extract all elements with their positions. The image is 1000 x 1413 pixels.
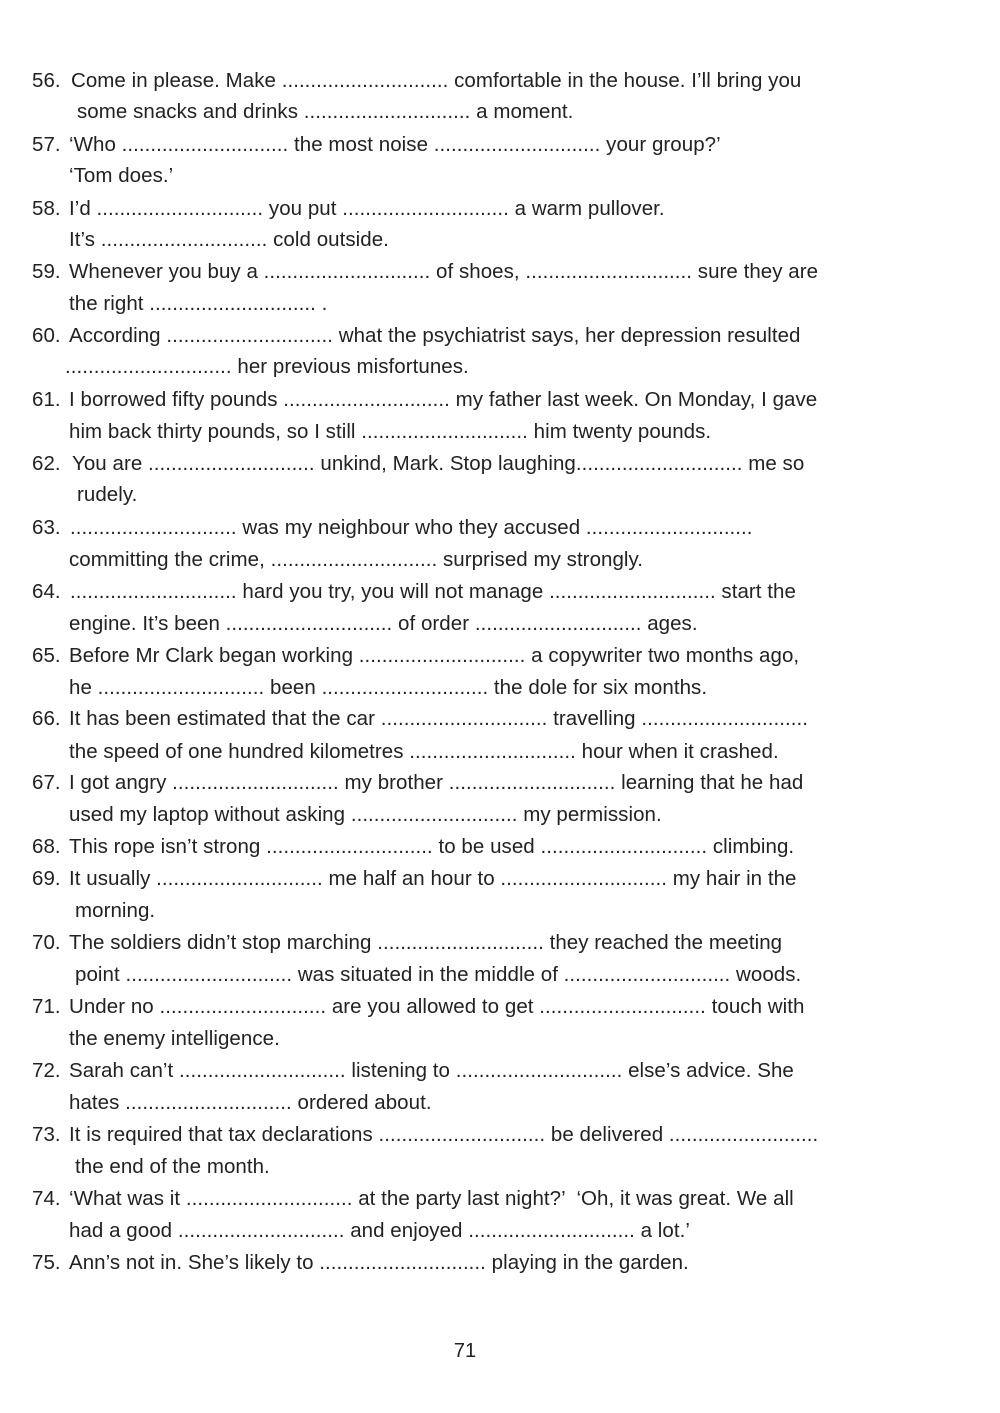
item-75-number: 75. xyxy=(32,1251,61,1274)
item-59-line-1: Whenever you buy a ............................. of shoes, ............................. sure they are xyxy=(69,260,819,283)
item-66-line-2: the speed of one hundred kilometres ............................. hour when it crashed. xyxy=(69,740,779,763)
item-68-line-1: This rope isn’t strong ............................. to be used ............................. climbing. xyxy=(69,835,795,858)
item-60-number: 60. xyxy=(32,324,61,347)
item-57-line-2: ‘Tom does.’ xyxy=(69,164,174,187)
item-63-line-1: ............................. was my neighbour who they accused ............................. xyxy=(70,516,753,539)
item-70-line-1: The soldiers didn’t stop marching ............................. they reached the meeting xyxy=(69,931,783,954)
item-57-line-1: ‘Who ............................. the most noise ............................. your group?’ xyxy=(69,133,721,156)
item-74-line-2: had a good ............................. and enjoyed ............................. a lot.’ xyxy=(69,1219,690,1242)
item-58-line-1: I’d ............................. you put ............................. a warm pullover. xyxy=(69,197,665,220)
page-number: 71 xyxy=(453,1340,477,1362)
item-67-line-1: I got angry ............................. my brother ............................. learning that he had xyxy=(69,771,804,794)
item-65-line-1: Before Mr Clark began working ............................. a copywriter two months ago, xyxy=(69,644,800,667)
item-57-number: 57. xyxy=(32,133,61,156)
item-67-number: 67. xyxy=(32,771,61,794)
item-58-number: 58. xyxy=(32,197,61,220)
item-73-line-1: It is required that tax declarations ............................. be delivered .......................... xyxy=(69,1123,819,1146)
item-61-line-2: him back thirty pounds, so I still ............................. him twenty pounds. xyxy=(69,420,712,443)
item-63-line-2: committing the crime, ............................. surprised my strongly. xyxy=(69,548,644,571)
item-56-number: 56. xyxy=(32,69,61,92)
item-66-line-1: It has been estimated that the car ............................. travelling ............................. xyxy=(69,707,808,730)
item-74-line-1: ‘What was it ............................. at the party last night?’ ‘Oh, it was great. We all xyxy=(69,1187,794,1210)
item-71-number: 71. xyxy=(32,995,61,1018)
item-74-number: 74. xyxy=(32,1187,61,1210)
item-62-number: 62. xyxy=(32,452,61,475)
item-64-number: 64. xyxy=(32,580,61,603)
item-58-line-2: It’s ............................. cold outside. xyxy=(69,228,389,251)
item-69-number: 69. xyxy=(32,867,61,890)
item-65-line-2: he ............................. been ............................. the dole for six months. xyxy=(69,676,708,699)
item-73-line-2: the end of the month. xyxy=(75,1155,270,1178)
item-70-number: 70. xyxy=(32,931,61,954)
item-69-line-2: morning. xyxy=(75,899,156,922)
item-61-line-1: I borrowed fifty pounds ............................. my father last week. On Monday, I gave xyxy=(69,388,818,411)
item-72-number: 72. xyxy=(32,1059,61,1082)
item-62-line-2: rudely. xyxy=(77,483,138,506)
item-72-line-1: Sarah can’t ............................. listening to ............................. else’s advice. She xyxy=(69,1059,794,1082)
item-71-line-2: the enemy intelligence. xyxy=(69,1027,280,1050)
item-59-number: 59. xyxy=(32,260,61,283)
item-64-line-1: ............................. hard you try, you will not manage ............................. start the xyxy=(70,580,796,603)
item-71-line-1: Under no ............................. are you allowed to get ............................. touch with xyxy=(69,995,805,1018)
item-56-line-2: some snacks and drinks ............................. a moment. xyxy=(77,100,574,123)
item-66-number: 66. xyxy=(32,707,61,730)
item-68-number: 68. xyxy=(32,835,61,858)
item-75-line-1: Ann’s not in. She’s likely to ............................. playing in the garden. xyxy=(69,1251,689,1274)
item-69-line-1: It usually ............................. me half an hour to ............................. my hair in the xyxy=(69,867,797,890)
item-56-line-1: Come in please. Make ............................. comfortable in the house. I’ll bring you xyxy=(71,69,802,92)
item-72-line-2: hates ............................. ordered about. xyxy=(69,1091,432,1114)
item-60-line-2: ............................. her previous misfortunes. xyxy=(65,355,469,378)
item-73-number: 73. xyxy=(32,1123,61,1146)
item-64-line-2: engine. It’s been ............................. of order ............................. ages. xyxy=(69,612,698,635)
item-70-line-2: point ............................. was situated in the middle of ............................. woods. xyxy=(75,963,802,986)
item-60-line-1: According ............................. what the psychiatrist says, her depression resulted xyxy=(69,324,801,347)
item-67-line-2: used my laptop without asking ............................. my permission. xyxy=(69,803,662,826)
item-59-line-2: the right ............................. . xyxy=(69,292,328,315)
item-65-number: 65. xyxy=(32,644,61,667)
item-62-line-1: You are ............................. unkind, Mark. Stop laughing............................. me so xyxy=(72,452,805,475)
item-61-number: 61. xyxy=(32,388,61,411)
item-63-number: 63. xyxy=(32,516,61,539)
